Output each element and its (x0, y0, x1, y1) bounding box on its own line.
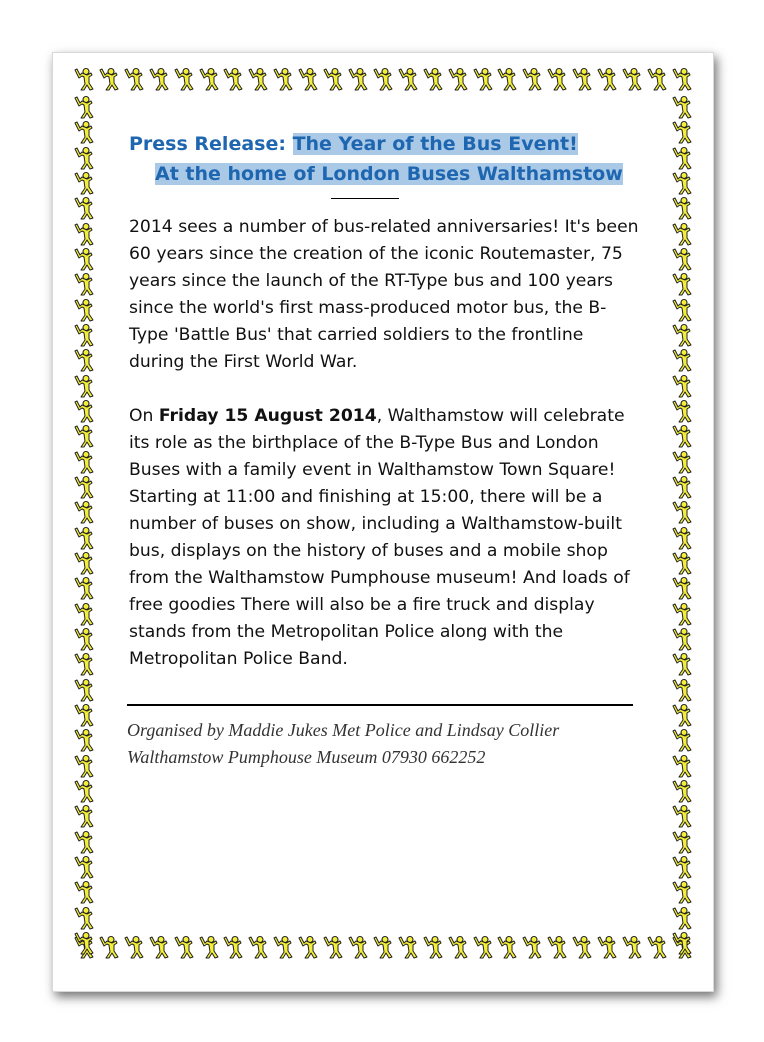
waving-figure-icon (71, 120, 95, 144)
waving-figure-icon (494, 935, 518, 959)
waving-figure-icon (594, 935, 618, 959)
document-page (52, 52, 714, 992)
waving-figure-icon (669, 450, 693, 474)
waving-figure-icon (669, 247, 693, 271)
para2-rest: , Walthamstow will celebrate its role as the birthplace of the B-Type Bus and London Buses with a family event in Walthamstow Town Square! Starting at 11:00 and finishing at 15:00, there will be a number of buses on show, including a Walthamstow-built bus, displays on the history of buses and a mobile shop from the Walthamstow Pumphouse museum! And loads of free goodies There will also be a fire truck and display stands from the Metropolitan Police along with the Metropolitan Police Band. (129, 406, 630, 669)
waving-figure-icon (71, 931, 95, 955)
waving-figure-icon (619, 67, 643, 91)
para2-lead: On (129, 406, 159, 426)
waving-figure-icon (71, 171, 95, 195)
press-release-subtitle (129, 161, 641, 188)
waving-figure-icon (644, 67, 668, 91)
waving-figure-icon (196, 935, 220, 959)
waving-figure-icon (71, 424, 95, 448)
waving-figure-icon (669, 67, 693, 91)
waving-figure-icon (270, 935, 294, 959)
waving-figure-icon (544, 935, 568, 959)
waving-figure-icon (220, 67, 244, 91)
waving-figure-icon (71, 247, 95, 271)
waving-figure-icon (669, 348, 693, 372)
waving-figure-icon (71, 298, 95, 322)
waving-figure-icon (669, 931, 693, 955)
waving-figure-icon (395, 67, 419, 91)
waving-figure-icon (171, 67, 195, 91)
waving-figure-icon (669, 551, 693, 575)
waving-figure-icon (71, 196, 95, 220)
waving-figure-icon (345, 935, 369, 959)
footer-divider (127, 704, 633, 706)
waving-figure-icon (669, 475, 693, 499)
waving-figure-icon (121, 67, 145, 91)
waving-figure-icon (320, 935, 344, 959)
waving-figure-icon (71, 222, 95, 246)
waving-figure-icon (669, 754, 693, 778)
waving-figure-icon (245, 67, 269, 91)
waving-figure-icon (71, 728, 95, 752)
waving-figure-icon (71, 526, 95, 550)
waving-figure-icon (71, 627, 95, 651)
paragraph-anniversaries: 2014 sees a number of bus-related anniversaries! It's been 60 years since the creation of the iconic Routemaster, 75 years since the launch of the RT-Type bus and 100 years since the world's first mass-produced motor bus, the B-Type 'Battle Bus' that carried soldiers to the frontline during the First World War. (129, 217, 639, 372)
waving-figure-icon (196, 67, 220, 91)
waving-figure-icon (71, 678, 95, 702)
waving-figure-icon (669, 323, 693, 347)
press-release-content (129, 131, 641, 771)
waving-figure-icon (669, 602, 693, 626)
waving-figure-icon (71, 399, 95, 423)
waving-figure-icon (669, 500, 693, 524)
waving-figure-icon (71, 830, 95, 854)
waving-figure-icon (669, 222, 693, 246)
waving-figure-icon (71, 475, 95, 499)
waving-figure-icon (569, 67, 593, 91)
waving-figure-icon (71, 272, 95, 296)
waving-figure-icon (71, 450, 95, 474)
waving-figure-icon (71, 374, 95, 398)
waving-figure-icon (71, 804, 95, 828)
waving-figure-icon (669, 120, 693, 144)
waving-figure-icon (669, 171, 693, 195)
waving-figure-icon (71, 906, 95, 930)
waving-figure-icon (669, 298, 693, 322)
waving-figure-icon (569, 935, 593, 959)
waving-figure-icon (71, 779, 95, 803)
waving-figure-icon (71, 576, 95, 600)
waving-figure-icon (71, 652, 95, 676)
footer-line-2: Walthamstow Pumphouse Museum 07930 662252 (127, 747, 486, 767)
waving-figure-icon (121, 935, 145, 959)
waving-figure-icon (96, 935, 120, 959)
waving-figure-icon (470, 67, 494, 91)
waving-figure-icon (71, 880, 95, 904)
waving-figure-icon (669, 652, 693, 676)
title-divider (331, 198, 399, 199)
waving-figure-icon (71, 500, 95, 524)
waving-figure-icon (669, 576, 693, 600)
waving-figure-icon (146, 67, 170, 91)
waving-figure-icon (669, 779, 693, 803)
waving-figure-icon (220, 935, 244, 959)
waving-figure-icon (71, 551, 95, 575)
waving-figure-icon (494, 67, 518, 91)
waving-figure-icon (544, 67, 568, 91)
title-main: The Year of the Bus Event! (292, 133, 578, 155)
waving-figure-icon (71, 323, 95, 347)
waving-figure-icon (71, 703, 95, 727)
waving-figure-icon (71, 754, 95, 778)
waving-figure-icon (669, 146, 693, 170)
waving-figure-icon (245, 935, 269, 959)
waving-figure-icon (420, 67, 444, 91)
title-prefix: Press Release: (129, 133, 293, 155)
waving-figure-icon (71, 95, 95, 119)
waving-figure-icon (669, 880, 693, 904)
waving-figure-icon (644, 935, 668, 959)
waving-figure-icon (669, 830, 693, 854)
event-date: Friday 15 August 2014 (158, 406, 377, 426)
waving-figure-icon (519, 67, 543, 91)
border-top (71, 67, 693, 91)
paragraph-event (129, 403, 641, 673)
waving-figure-icon (445, 935, 469, 959)
organiser-footer (127, 717, 641, 771)
waving-figure-icon (669, 526, 693, 550)
waving-figure-icon (295, 67, 319, 91)
waving-figure-icon (619, 935, 643, 959)
waving-figure-icon (320, 67, 344, 91)
waving-figure-icon (669, 804, 693, 828)
waving-figure-icon (445, 67, 469, 91)
waving-figure-icon (71, 348, 95, 372)
waving-figure-icon (71, 67, 95, 91)
press-release-title (129, 131, 641, 158)
waving-figure-icon (420, 935, 444, 959)
waving-figure-icon (669, 399, 693, 423)
waving-figure-icon (295, 935, 319, 959)
waving-figure-icon (71, 146, 95, 170)
waving-figure-icon (669, 627, 693, 651)
footer-line-1: Organised by Maddie Jukes Met Police and Lindsay Collier (127, 720, 560, 740)
waving-figure-icon (71, 602, 95, 626)
waving-figure-icon (669, 703, 693, 727)
waving-figure-icon (669, 728, 693, 752)
waving-figure-icon (395, 935, 419, 959)
waving-figure-icon (669, 424, 693, 448)
waving-figure-icon (669, 374, 693, 398)
border-left (71, 95, 95, 955)
waving-figure-icon (519, 935, 543, 959)
waving-figure-icon (470, 935, 494, 959)
waving-figure-icon (71, 855, 95, 879)
border-bottom (71, 935, 693, 959)
waving-figure-icon (270, 67, 294, 91)
waving-figure-icon (594, 67, 618, 91)
waving-figure-icon (146, 935, 170, 959)
waving-figure-icon (669, 272, 693, 296)
waving-figure-icon (370, 67, 394, 91)
title-line2: At the home of London Buses Walthamstow (155, 163, 623, 185)
waving-figure-icon (669, 906, 693, 930)
waving-figure-icon (96, 67, 120, 91)
waving-figure-icon (345, 67, 369, 91)
waving-figure-icon (669, 95, 693, 119)
waving-figure-icon (669, 196, 693, 220)
waving-figure-icon (370, 935, 394, 959)
waving-figure-icon (669, 678, 693, 702)
waving-figure-icon (171, 935, 195, 959)
border-right (669, 95, 693, 955)
waving-figure-icon (669, 855, 693, 879)
